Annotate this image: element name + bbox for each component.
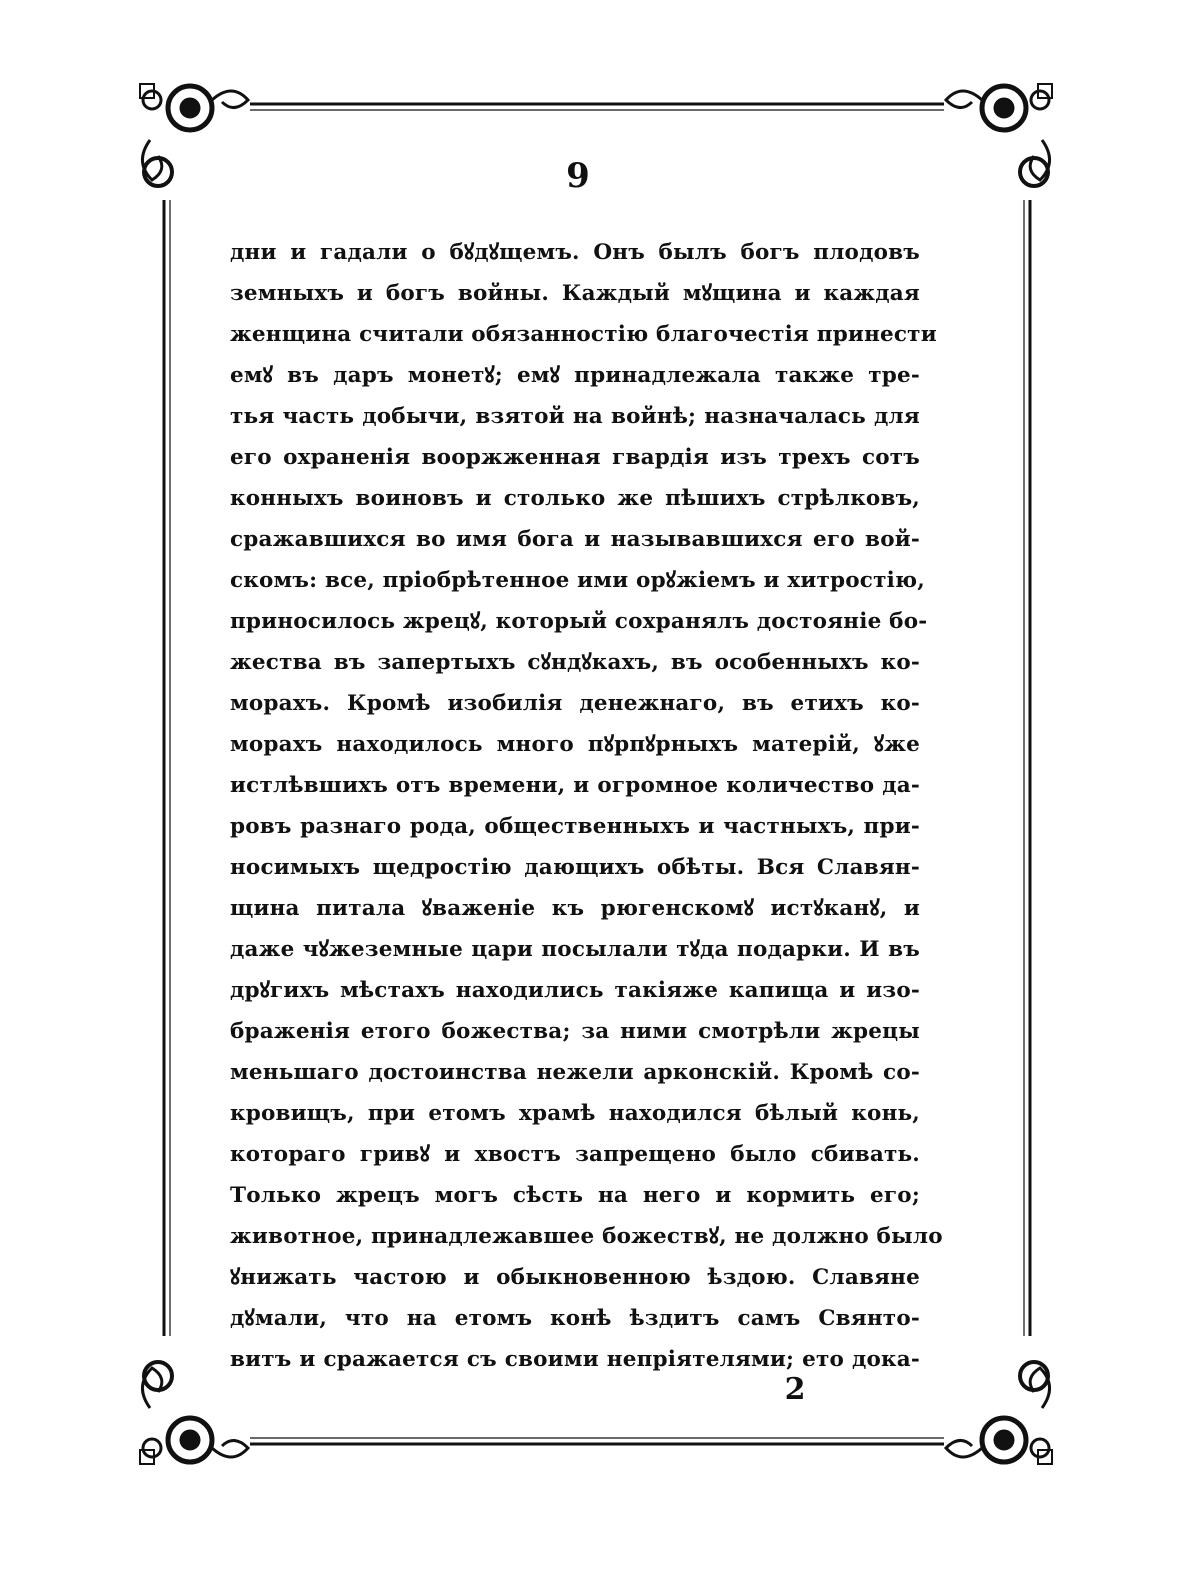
text-line: дни и гадали о бꙋдꙋщемъ. Онъ былъ богъ плодовъ	[230, 240, 920, 265]
text-line: морахъ. Кромѣ изобилія денежнаго, въ етихъ ко-	[230, 691, 920, 716]
text-line: женщина считали обязанностію благочестія принести	[230, 322, 937, 347]
text-line: носимыхъ щедростію дающихъ обѣты. Вся Славян-	[230, 855, 920, 880]
text-line: земныхъ и богъ войны. Каждый мꙋщина и каждая	[230, 281, 920, 306]
text-line: даже чꙋжеземные цари посылали тꙋда подарки. И въ	[230, 937, 920, 962]
text-line: животное, принадлежавшее божествꙋ, не должно было	[230, 1224, 943, 1249]
text-line: тья часть добычи, взятой на войнѣ; назначалась для	[230, 404, 920, 429]
text-line: кровищъ, при етомъ храмѣ находился бѣлый конь,	[230, 1101, 920, 1126]
text-line: щина питала ꙋваженіе къ рюгенскомꙋ истꙋканꙋ, и	[230, 896, 920, 921]
text-line: приносилось жрецꙋ, который сохранялъ достояніе бо-	[230, 609, 928, 634]
text-line: емꙋ въ даръ монетꙋ; емꙋ принадлежала также тре-	[230, 363, 920, 388]
text-line: его охраненія вооржженная гвардія изъ трехъ сотъ	[230, 445, 920, 470]
text-line: браженія етого божества; за ними смотрѣли жрецы	[230, 1019, 920, 1044]
signature-mark: 2	[784, 1372, 806, 1407]
text-line: истлѣвшихъ отъ времени, и огромное количество да-	[230, 773, 920, 798]
text-line: котораго гривꙋ и хвостъ запрещено было сбивать.	[230, 1142, 920, 1167]
text-line: дꙋмали, что на етомъ конѣ ѣздитъ самъ Свянто-	[230, 1306, 920, 1331]
text-line: Только жрецъ могъ сѣсть на него и кормить его;	[230, 1183, 920, 1208]
text-line: витъ и сражается съ своими непріятелями; ето дока-	[230, 1347, 920, 1372]
text-line: скомъ: все, пріобрѣтенное ими орꙋжіемъ и хитростію,	[230, 568, 925, 593]
text-line: жества въ запертыхъ сꙋндꙋкахъ, въ особенныхъ ко-	[230, 650, 920, 675]
corner-ornament-top-left	[140, 84, 248, 186]
text-line: меньшаго достоинства нежели арконскій. Кромѣ со-	[230, 1060, 920, 1085]
text-line: ровъ разнаго рода, общественныхъ и частныхъ, при-	[230, 814, 920, 839]
corner-ornament-top-right	[946, 84, 1052, 186]
text-line: конныхъ воиновъ и столько же пѣшихъ стрѣлковъ,	[230, 486, 920, 511]
text-line: сражавшихся во имя бога и называвшихся его вой-	[230, 527, 920, 552]
text-line: дрꙋгихъ мѣстахъ находились такіяже капища и изо-	[230, 978, 920, 1003]
body-text	[230, 232, 943, 1380]
corner-ornament-bottom-right	[946, 1362, 1052, 1464]
text-line: морахъ находилось много пꙋрпꙋрныхъ матерій, ꙋже	[230, 732, 920, 757]
text-line: ꙋнижать частою и обыкновенною ѣздою. Славяне	[230, 1265, 920, 1290]
page-number: 9	[566, 156, 590, 196]
